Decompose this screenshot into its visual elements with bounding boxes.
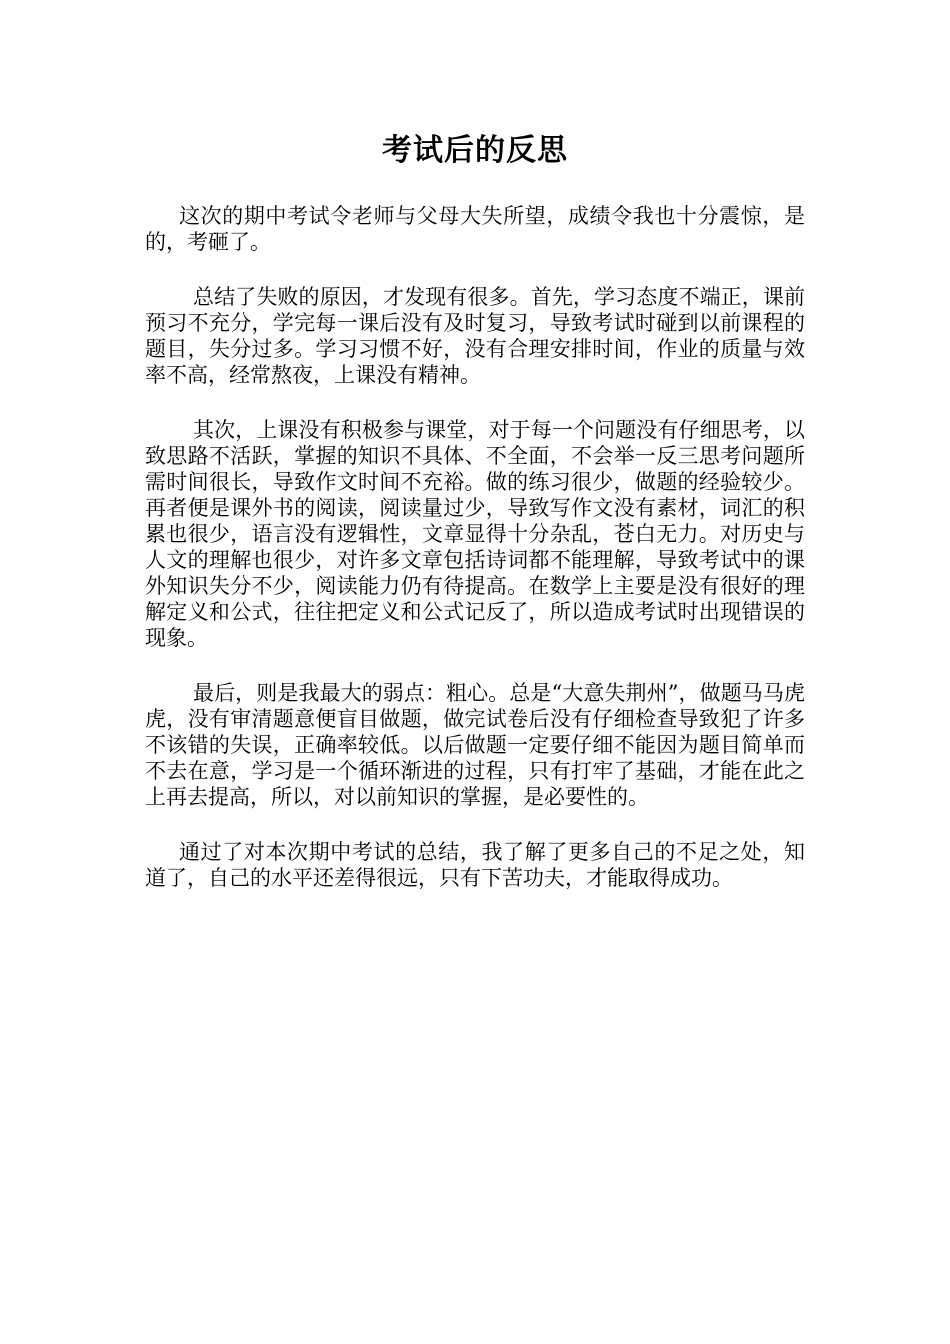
paragraph-2: 总结了失败的原因，才发现有很多。首先，学习态度不端正，课前预习不充分，学完每一课后没有及时复习，导致考试时碰到以前课程的题目，失分过多。学习习惯不好，没有合理安排时间，作业的质量与效率不高，经常熬夜，上课没有精神。: [145, 285, 805, 387]
document-body: [145, 203, 805, 920]
paragraph-1: 这次的期中考试令老师与父母大失所望，成绩令我也十分震惊，是的，考砸了。: [145, 204, 805, 254]
paragraph-4: 最后，则是我最大的弱点：粗心。总是“大意失荆州”，做题马马虎虎，没有审清题意便盲目做题，做完试卷后没有仔细检查导致犯了许多不该错的失误，正确率较低。以后做题一定要仔细不能因为题目简单而不去在意，学习是一个循环渐进的过程，只有打牢了基础，才能在此之上再去提高，所以，对以前知识的掌握，是必要性的。: [145, 681, 805, 809]
document-title: 考试后的反思: [382, 133, 568, 168]
paragraph-3: 其次，上课没有积极参与课堂，对于每一个问题没有仔细思考，以致思路不活跃，掌握的知识不具体、不全面，不会举一反三思考问题所需时间很长，导致作文时间不充裕。做的练习很少，做题的经验较少。再者便是课外书的阅读，阅读量过少，导致写作文没有素材，词汇的积累也很少，语言没有逻辑性，文章显得十分杂乱，苍白无力。对历史与人文的理解也很少，对许多文章包括诗词都不能理解，导致考试中的课外知识失分不少，阅读能力仍有待提高。在数学上主要是没有很好的理解定义和公式，往往把定义和公式记反了，所以造成考试时出现错误的现象。: [145, 418, 805, 650]
paragraph-5: 通过了对本次期中考试的总结，我了解了更多自己的不足之处，知道了，自己的水平还差得很远，只有下苦功夫，才能取得成功。: [145, 840, 805, 890]
